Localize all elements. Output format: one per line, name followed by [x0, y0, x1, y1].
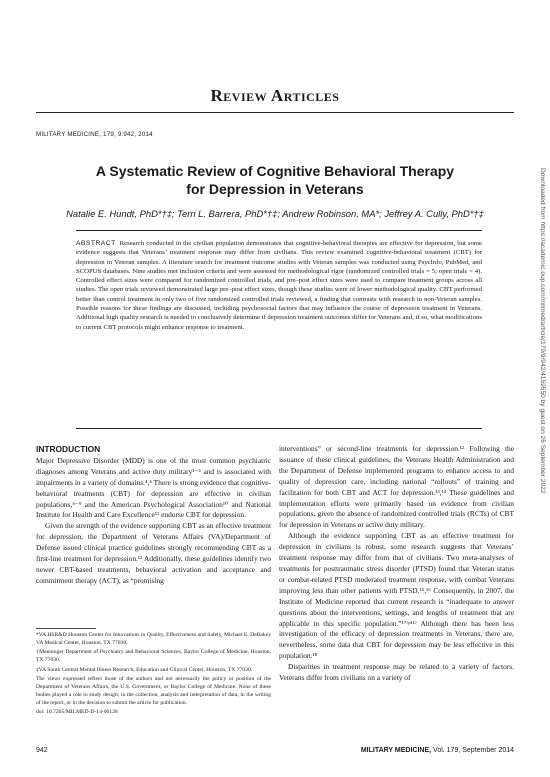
- article-title: [36, 162, 514, 198]
- footnote-disclaimer: The views expressed reflect those of the authors and not necessarily the policy or position of the Department of Veterans Affairs, the U.S. Government, or Baylor College of Medicine. None of these bodies played a role in study design; in the collection, analysis and interpretation of data, in the writing of the report, or in the decision to submit the article for publication.: [36, 676, 271, 706]
- footnote-divider: [36, 628, 96, 629]
- abstract-bottom-rule: [76, 428, 482, 429]
- abstract-label: ABSTRACT: [76, 240, 116, 247]
- footnotes: [36, 632, 271, 719]
- intro-paragraph-1: Major Depressive Disorder (MDD) is one of the most common psychiatric diagnoses among Veterans and active duty military¹⁻³ and is associated with impairments in a variety of domains.⁴,⁵ There is strong evidence that cognitive-behavioral treatments (CBT) for depression are effective in civilian populations,⁶⁻⁹ and the American Psychological Association¹⁰ and National Institute for Health and Care Excellence¹¹ endorse CBT for depression.: [36, 455, 271, 520]
- abstract: [76, 239, 482, 332]
- right-column: [279, 444, 514, 684]
- section-title: Review Articles: [210, 86, 340, 105]
- footnote-affiliation-2: †Menninger Department of Psychiatry and Behavioral Sciences, Baylor College of Medicine, Houston, TX 77030.: [36, 649, 271, 664]
- footnote-affiliation-3: ‡VA South Central Mental Illness Research, Education and Clinical Center, Houston, TX 77030.: [36, 666, 253, 673]
- intro-paragraph-2: Given the strength of the evidence supporting CBT as an effective treatment for depression, the Department of Veterans Affairs (VA)/Department of Defense issued clinical practice guidelines strongly recommending CBT as a first-line treatment for depression.¹² Additionally, these guidelines identify two newer CBT-based treatments, behavioral activation and acceptance and commitment therapy (ACT), as “promising: [36, 521, 271, 585]
- footnote-affiliation-1: *VA HSR&D Houston Center for Innovations in Quality, Effectiveness and Safety, Michael E. DeBakey VA Medical Center, Houston, TX 77030.: [36, 632, 271, 646]
- abstract-text: Research conducted in the civilian population demonstrates that cognitive-behavioral therapies are effective for depression, but some evidence suggests that Veterans’ treatment response may differ from civilians. This review examined cognitive-behavioral treatment (CBT) for depression in Veteran samples. A literature search for treatment outcome studies with Veteran samples was conducted using PsycInfo, PubMed, and SCOPUS databases. Nine studies met inclusion criteria and were assessed for methodological rigor (randomized controlled trials = 5; open trials = 4). Controlled effect sizes were compared for randomized controlled trials, and pre–post effect sizes were used to compare treatment groups across all studies. The open trials reviewed demonstrated large pre–post effect sizes, though these studies were of lower methodological quality. CBT performed better than control treatment in only two of five randomized controlled trials reviewed, a finding that contrasts with research in non-Veteran samples. Possible reasons for these findings are discussed, including psychosocial factors that may influence the course of depression treatment in Veterans. Additional high quality research is needed to conclusively determine if depression treatment outcomes differ for Veterans and, if so, what modifications to current CBT protocols might enhance response to treatment.: [76, 240, 482, 331]
- footer-volume: Vol. 179, September 2014: [433, 747, 514, 754]
- doi[interactable]: doi: 10.7205/MILMED-D-14-00128: [36, 709, 118, 716]
- author-list: Natalie E. Hundt, PhD*†‡; Terri L. Barrera, PhD*†‡; Andrew Robinson, MA*; Jeffrey A. Cully, PhD*†‡: [66, 208, 484, 219]
- left-column: [36, 444, 271, 587]
- body-paragraph-3: interventions” or second-line treatments for depression.¹² Following the issuance of these clinical guidelines, the Veterans Health Administration and the Department of Defense implemented programs to enhance access to and quality of depression care, including national “rollouts” of training and facilitation for both CBT and ACT for depression.¹³,¹⁴ These guidelines and implementation efforts were primarily based on evidence from civilian populations, given the absence of randomized controlled trials (RCTs) of CBT for depression in Veterans or active duty military.: [279, 444, 514, 530]
- page-number: 942: [36, 747, 48, 754]
- body-paragraph-4: Although the evidence supporting CBT as an effective treatment for depression in civilians is robust, some research suggests that Veterans’ treatment response may differ from that of civilians. Two meta-analyses of treatments for posttraumatic stress disorder (PTSD) found that Veteran status or combat-related PTSD moderated treatment response, with combat Veterans improving less than other patients with PTSD.¹⁵,¹⁶ Consequently, in 2007, the Institute of Medicine reported that current research is “inadequate to answer questions about the interventions, settings, and lengths of treatment that are applicable in this specific population.”¹⁷⁽ᵖ¹¹⁾ Although there has been less investigation of the efficacy of depression treatments in Veterans, there are, nevertheless, some data that CBT for depression may be less effective in this population.¹⁸: [279, 531, 514, 661]
- download-watermark: Downloaded from https://academic.oup.com/milmed/article/179/9/942/4159550 by guest on 26 September 2022: [539, 168, 546, 494]
- body-paragraph-5: Disparities in treatment response may be related to a variety of factors. Veterans differ from civilians on a variety of: [279, 662, 514, 683]
- abstract-top-rule: [76, 230, 482, 231]
- title-line-2: for Depression in Veterans: [186, 181, 364, 197]
- section-divider: [36, 112, 514, 113]
- introduction-heading: INTRODUCTION: [36, 444, 101, 454]
- footer-journal: [361, 747, 514, 754]
- title-line-1: A Systematic Review of Cognitive Behavioral Therapy: [95, 163, 455, 179]
- footer-journal-name: MILITARY MEDICINE,: [360, 747, 432, 754]
- journal-citation: MILITARY MEDICINE, 179, 9:942, 2014: [36, 131, 153, 138]
